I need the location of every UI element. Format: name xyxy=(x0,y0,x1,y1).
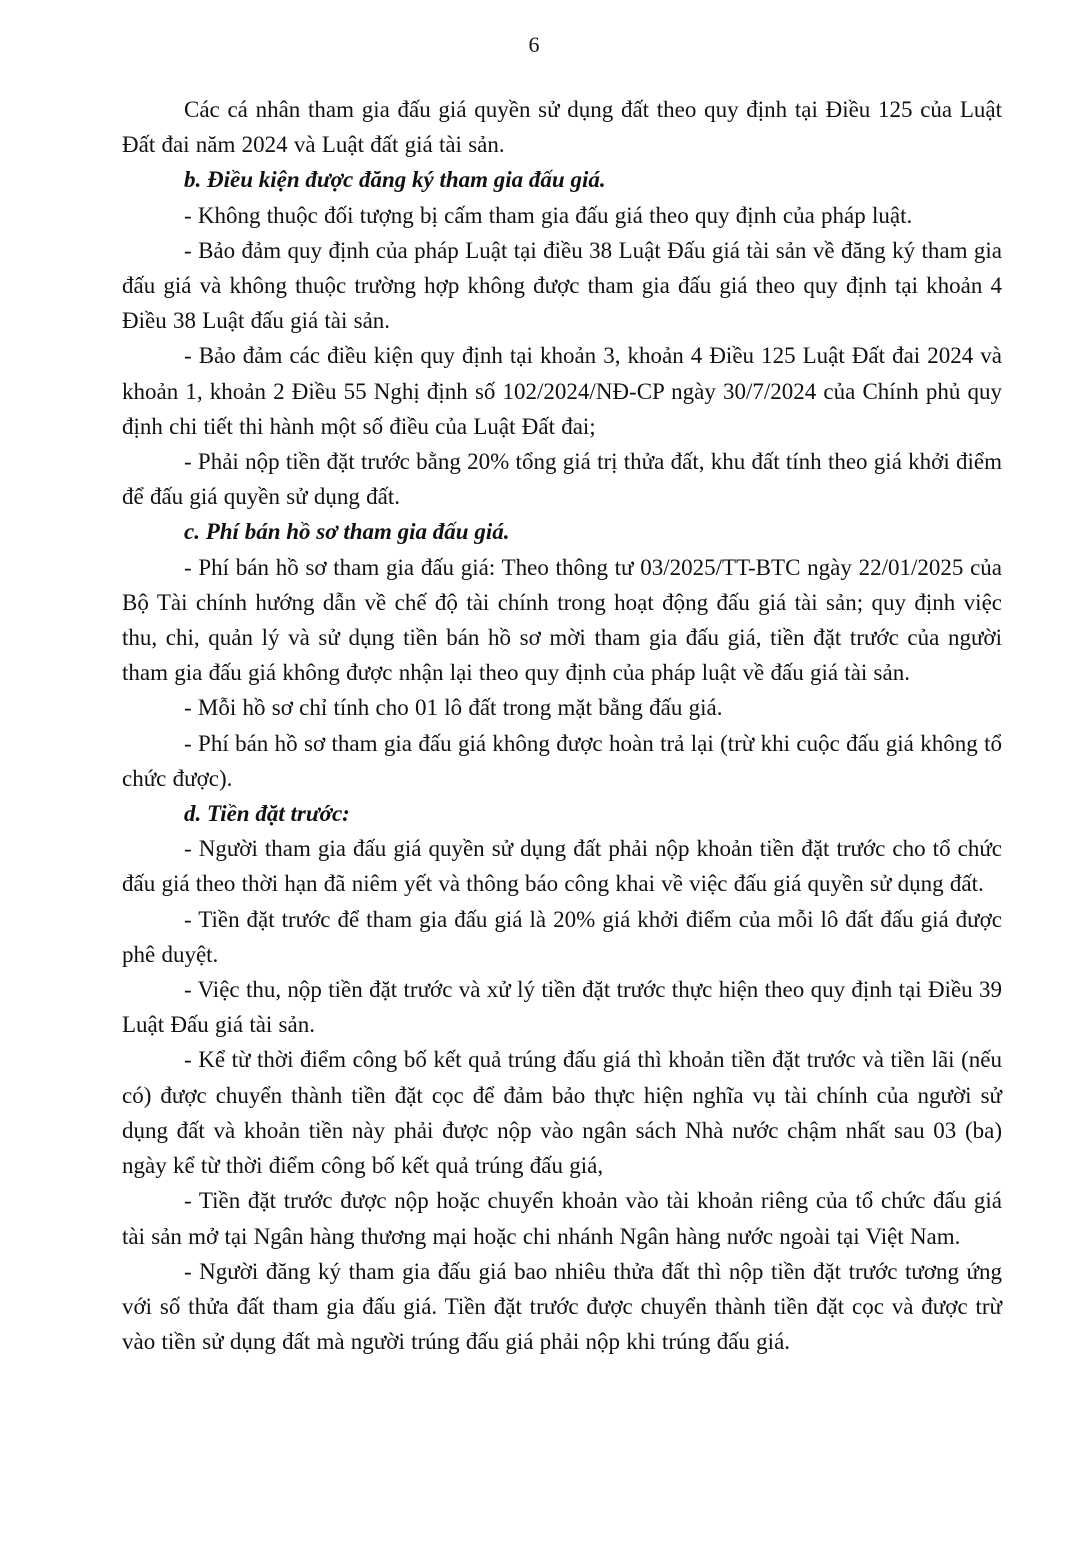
paragraph-fee-non-refundable: - Phí bán hồ sơ tham gia đấu giá không được hoàn trả lại (trừ khi cuộc đấu giá không tổ chức được). xyxy=(122,730,1002,791)
paragraph-article-125: - Bảo đảm các điều kiện quy định tại khoản 3, khoản 4 Điều 125 Luật Đất đai 2024 và khoản 1, khoản 2 Điều 55 Nghị định số 102/2024/NĐ-CP ngày 30/7/2024 của Chính phủ quy định chi tiết thi hành một số điều của Luật Đất đai; xyxy=(122,343,1002,439)
paragraph-deposit-payment: - Người tham gia đấu giá quyền sử dụng đất phải nộp khoản tiền đặt trước cho tổ chức đấu giá theo thời hạn đã niêm yết và thông báo công khai về việc đấu giá quyền sử dụng đất. xyxy=(122,836,1002,897)
paragraph-article-38: - Bảo đảm quy định của pháp Luật tại điều 38 Luật Đấu giá tài sản về đăng ký tham gia đấu giá và không thuộc trường hợp không được tham gia đấu giá theo quy định tại khoản 4 Điều 38 Luật đấu giá tài sản. xyxy=(122,237,1002,334)
paragraph-article-39: - Việc thu, nộp tiền đặt trước và xử lý tiền đặt trước thực hiện theo quy định tại Điều 39 Luật Đấu giá tài sản. xyxy=(122,977,1002,1038)
paragraph-not-prohibited: - Không thuộc đối tượng bị cấm tham gia đấu giá theo quy định của pháp luật. xyxy=(184,202,913,228)
paragraph-deposit-rate: - Tiền đặt trước để tham gia đấu giá là 20% giá khởi điểm của mỗi lô đất đấu giá được phê duyệt. xyxy=(122,906,1002,967)
paragraph-dossier-fee: - Phí bán hồ sơ tham gia đấu giá: Theo thông tư 03/2025/TT-BTC ngày 22/01/2025 của Bộ Tài chính hướng dẫn về chế độ tài chính trong hoạt động đấu giá tài sản; quy định việc thu, chi, quản lý và sử dụng tiền bán hồ sơ mời tham gia đấu giá, tiền đặt trước của người tham gia đấu giá không được nhận lại theo quy định của pháp luật về đấu giá tài sản. xyxy=(122,554,1002,686)
paragraph-deposit-20-percent: - Phải nộp tiền đặt trước bằng 20% tổng giá trị thửa đất, khu đất tính theo giá khởi điểm để đấu giá quyền sử dụng đất. xyxy=(122,449,1002,510)
section-heading-c: c. Phí bán hồ sơ tham gia đấu giá. xyxy=(184,519,510,545)
paragraph-one-lot-per-dossier: - Mỗi hồ sơ chỉ tính cho 01 lô đất trong mặt bằng đấu giá. xyxy=(184,695,723,721)
paragraph-eligible-individuals: Các cá nhân tham gia đấu giá quyền sử dụng đất theo quy định tại Điều 125 của Luật Đất đai năm 2024 và Luật đất giá tài sản. xyxy=(122,97,1002,158)
paragraph-deposit-account: - Tiền đặt trước được nộp hoặc chuyển khoản vào tài khoản riêng của tổ chức đấu giá tài sản mở tại Ngân hàng thương mại hoặc chi nhánh Ngân hàng nước ngoài tại Việt Nam. xyxy=(122,1188,1002,1249)
section-heading-b: b. Điều kiện được đăng ký tham gia đấu giá. xyxy=(184,167,606,193)
paragraph-deposit-per-lot: - Người đăng ký tham gia đấu giá bao nhiêu thửa đất thì nộp tiền đặt trước tương ứng với số thửa đất tham gia đấu giá. Tiền đặt trước được chuyển thành tiền đặt cọc và được trừ vào tiền sử dụng đất mà người trúng đấu giá phải nộp khi trúng đấu giá. xyxy=(122,1258,1002,1355)
page-number: 6 xyxy=(528,32,540,57)
paragraph-deposit-conversion: - Kể từ thời điểm công bố kết quả trúng đấu giá thì khoản tiền đặt trước và tiền lãi (nếu có) được chuyển thành tiền đặt cọc để đảm bảo thực hiện nghĩa vụ tài chính của người sử dụng đất và khoản tiền này phải được nộp vào ngân sách Nhà nước chậm nhất sau 03 (ba) ngày kể từ thời điểm công bố kết quả trúng đấu giá, xyxy=(122,1047,1002,1179)
document-body xyxy=(122,92,1002,1359)
section-heading-d: d. Tiền đặt trước: xyxy=(184,801,350,827)
